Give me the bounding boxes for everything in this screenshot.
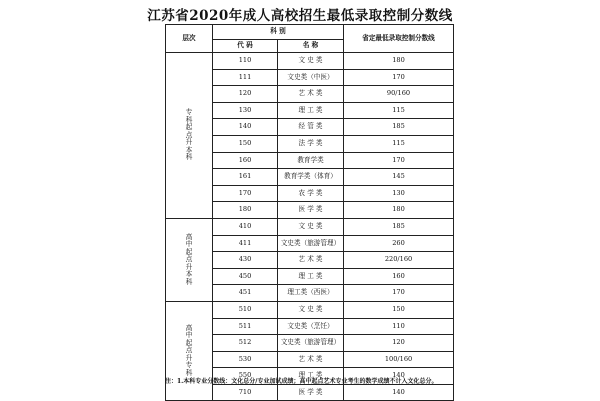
name-cell: 艺 术 类 bbox=[278, 351, 344, 368]
score-cell: 170 bbox=[344, 69, 454, 86]
name-cell: 文史类（旅游管理） bbox=[278, 235, 344, 252]
score-cell: 260 bbox=[344, 235, 454, 252]
name-cell: 法 学 类 bbox=[278, 135, 344, 152]
score-cell: 140 bbox=[344, 384, 454, 401]
footnote: 注：1.本科专业分数线：文化总分/专业加试成绩；高中起点艺术专业考生的数学成绩不计入文化总分。 bbox=[165, 378, 438, 385]
name-cell: 艺 术 类 bbox=[278, 86, 344, 103]
table-row bbox=[166, 301, 454, 318]
code-cell: 130 bbox=[213, 102, 278, 119]
code-cell: 512 bbox=[213, 335, 278, 352]
code-cell: 510 bbox=[213, 301, 278, 318]
score-cell: 150 bbox=[344, 301, 454, 318]
score-cell: 180 bbox=[344, 202, 454, 219]
name-cell: 文 史 类 bbox=[278, 53, 344, 70]
code-cell: 111 bbox=[213, 69, 278, 86]
name-cell: 理 工 类 bbox=[278, 102, 344, 119]
score-cell: 180 bbox=[344, 53, 454, 70]
score-cell: 90/160 bbox=[344, 86, 454, 103]
score-cell: 185 bbox=[344, 119, 454, 136]
score-table bbox=[165, 24, 454, 401]
name-cell: 理 工 类 bbox=[278, 268, 344, 285]
name-cell: 理 工 类 bbox=[278, 368, 344, 385]
code-cell: 140 bbox=[213, 119, 278, 136]
code-cell: 710 bbox=[213, 384, 278, 401]
table-row bbox=[166, 218, 454, 235]
score-cell: 170 bbox=[344, 285, 454, 302]
code-cell: 530 bbox=[213, 351, 278, 368]
score-cell: 140 bbox=[344, 368, 454, 385]
name-cell: 文 史 类 bbox=[278, 301, 344, 318]
score-cell: 170 bbox=[344, 152, 454, 169]
score-cell: 110 bbox=[344, 318, 454, 335]
code-cell: 161 bbox=[213, 169, 278, 186]
code-cell: 150 bbox=[213, 135, 278, 152]
score-cell: 120 bbox=[344, 335, 454, 352]
name-cell: 文 史 类 bbox=[278, 218, 344, 235]
score-cell: 100/160 bbox=[344, 351, 454, 368]
code-cell: 511 bbox=[213, 318, 278, 335]
name-cell: 教育学类（体育） bbox=[278, 169, 344, 186]
header-name: 名 称 bbox=[278, 40, 344, 53]
code-cell: 550 bbox=[213, 368, 278, 385]
score-cell: 130 bbox=[344, 185, 454, 202]
code-cell: 410 bbox=[213, 218, 278, 235]
code-cell: 450 bbox=[213, 268, 278, 285]
code-cell: 170 bbox=[213, 185, 278, 202]
score-cell: 220/160 bbox=[344, 252, 454, 269]
score-cell: 115 bbox=[344, 102, 454, 119]
name-cell: 文史类（中医） bbox=[278, 69, 344, 86]
header-level: 层次 bbox=[166, 25, 213, 53]
header-subject: 科 别 bbox=[213, 25, 344, 40]
name-cell: 理工类（西医） bbox=[278, 285, 344, 302]
code-cell: 160 bbox=[213, 152, 278, 169]
name-cell: 经 管 类 bbox=[278, 119, 344, 136]
code-cell: 120 bbox=[213, 86, 278, 103]
code-cell: 110 bbox=[213, 53, 278, 70]
page-title: 江苏省2020年成人高校招生最低录取控制分数线 bbox=[147, 8, 453, 24]
table-header-row bbox=[166, 25, 454, 40]
table-body bbox=[166, 53, 454, 401]
name-cell: 农 学 类 bbox=[278, 185, 344, 202]
score-cell: 115 bbox=[344, 135, 454, 152]
header-score: 省定最低录取控制分数线 bbox=[344, 25, 454, 53]
table-row bbox=[166, 53, 454, 70]
level-cell: 高 中 起 点 升 专 科 bbox=[166, 301, 213, 401]
name-cell: 艺 术 类 bbox=[278, 252, 344, 269]
code-cell: 451 bbox=[213, 285, 278, 302]
score-cell: 185 bbox=[344, 218, 454, 235]
name-cell: 文史类（烹饪） bbox=[278, 318, 344, 335]
score-cell: 160 bbox=[344, 268, 454, 285]
name-cell: 医 学 类 bbox=[278, 202, 344, 219]
level-cell: 高 中 起 点 升 本 科 bbox=[166, 218, 213, 301]
code-cell: 411 bbox=[213, 235, 278, 252]
name-cell: 医 学 类 bbox=[278, 384, 344, 401]
code-cell: 430 bbox=[213, 252, 278, 269]
name-cell: 文史类（旅游管理） bbox=[278, 335, 344, 352]
level-cell: 专 科 起 点 升 本 科 bbox=[166, 53, 213, 219]
header-code: 代 码 bbox=[213, 40, 278, 53]
name-cell: 教育学类 bbox=[278, 152, 344, 169]
code-cell: 180 bbox=[213, 202, 278, 219]
score-cell: 145 bbox=[344, 169, 454, 186]
